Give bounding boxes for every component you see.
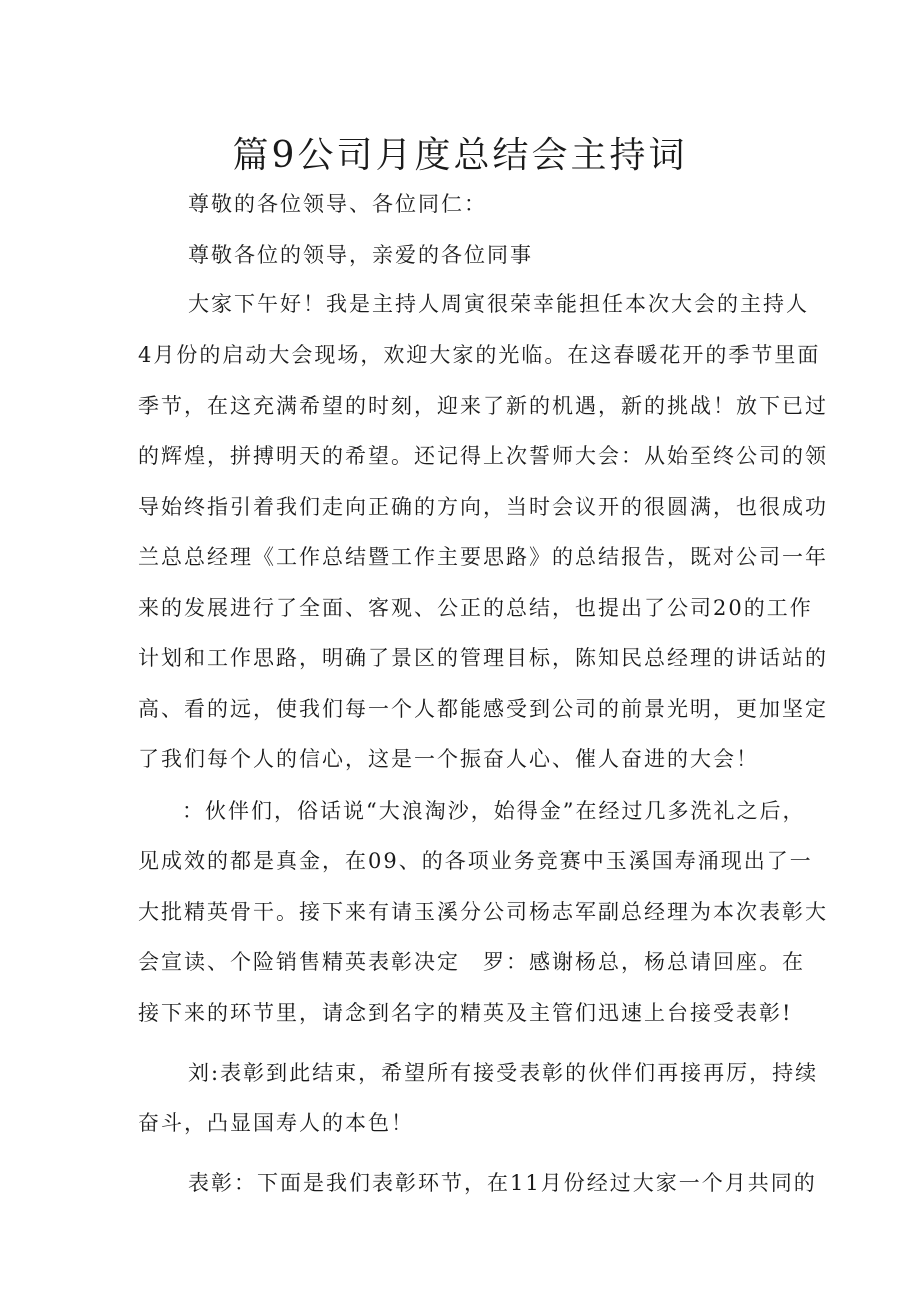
- document-title: 篇9公司月度总结会主持词: [232, 135, 688, 176]
- paragraph-line: 兰总总经理《工作总结暨工作主要思路》的总结报告，既对公司一年: [138, 545, 828, 569]
- paragraph-line: 了我们每个人的信心，这是一个振奋人心、催人奋进的大会！: [138, 747, 759, 771]
- paragraph-line: 的辉煌，拼搏明天的希望。还记得上次誓师大会：从始至终公司的领: [138, 444, 828, 468]
- paragraph-line: 大家下午好！我是主持人周寅很荣幸能担任本次大会的主持人: [188, 292, 809, 316]
- paragraph-line: 尊敬的各位领导、各位同仁：: [188, 192, 487, 216]
- paragraph-line: 来的发展进行了全面、客观、公正的总结，也提出了公司20的工作: [138, 596, 813, 620]
- paragraph-line: 见成效的都是真金，在09、的各项业务竞赛中玉溪国寿涌现出了一: [138, 849, 813, 873]
- paragraph-line: ：伙伴们，俗话说“大浪淘沙，始得金”在经过几多洗礼之后，: [182, 799, 806, 823]
- paragraph-line: 计划和工作思路，明确了景区的管理目标，陈知民总经理的讲话站的: [138, 646, 828, 670]
- paragraph-line: 季节，在这充满希望的时刻，迎来了新的机遇，新的挑战！放下已过: [138, 394, 828, 418]
- paragraph-line: 4月份的启动大会现场，欢迎大家的光临。在这春暖花开的季节里面: [138, 343, 821, 367]
- paragraph-line: 刘:表彰到此结束，希望所有接受表彰的伙伴们再接再厉，持续: [188, 1061, 819, 1085]
- paragraph-line: 尊敬各位的领导，亲爱的各位同事: [188, 243, 533, 267]
- paragraph-line: 会宣读、个险销售精英表彰决定 罗：感谢杨总，杨总请回座。在: [138, 950, 805, 974]
- paragraph-line: 大批精英骨干。接下来有请玉溪分公司杨志军副总经理为本次表彰大: [138, 900, 828, 924]
- paragraph-line: 奋斗，凸显国寿人的本色！: [138, 1111, 414, 1135]
- paragraph-line: 表彰：下面是我们表彰环节，在11月份经过大家一个月共同的: [188, 1171, 817, 1195]
- paragraph-line: 高、看的远，使我们每一个人都能感受到公司的前景光明，更加坚定: [138, 697, 828, 721]
- paragraph-line: 接下来的环节里，请念到名字的精英及主管们迅速上台接受表彰!: [138, 1001, 793, 1025]
- paragraph-line: 导始终指引着我们走向正确的方向，当时会议开的很圆满，也很成功: [138, 495, 828, 519]
